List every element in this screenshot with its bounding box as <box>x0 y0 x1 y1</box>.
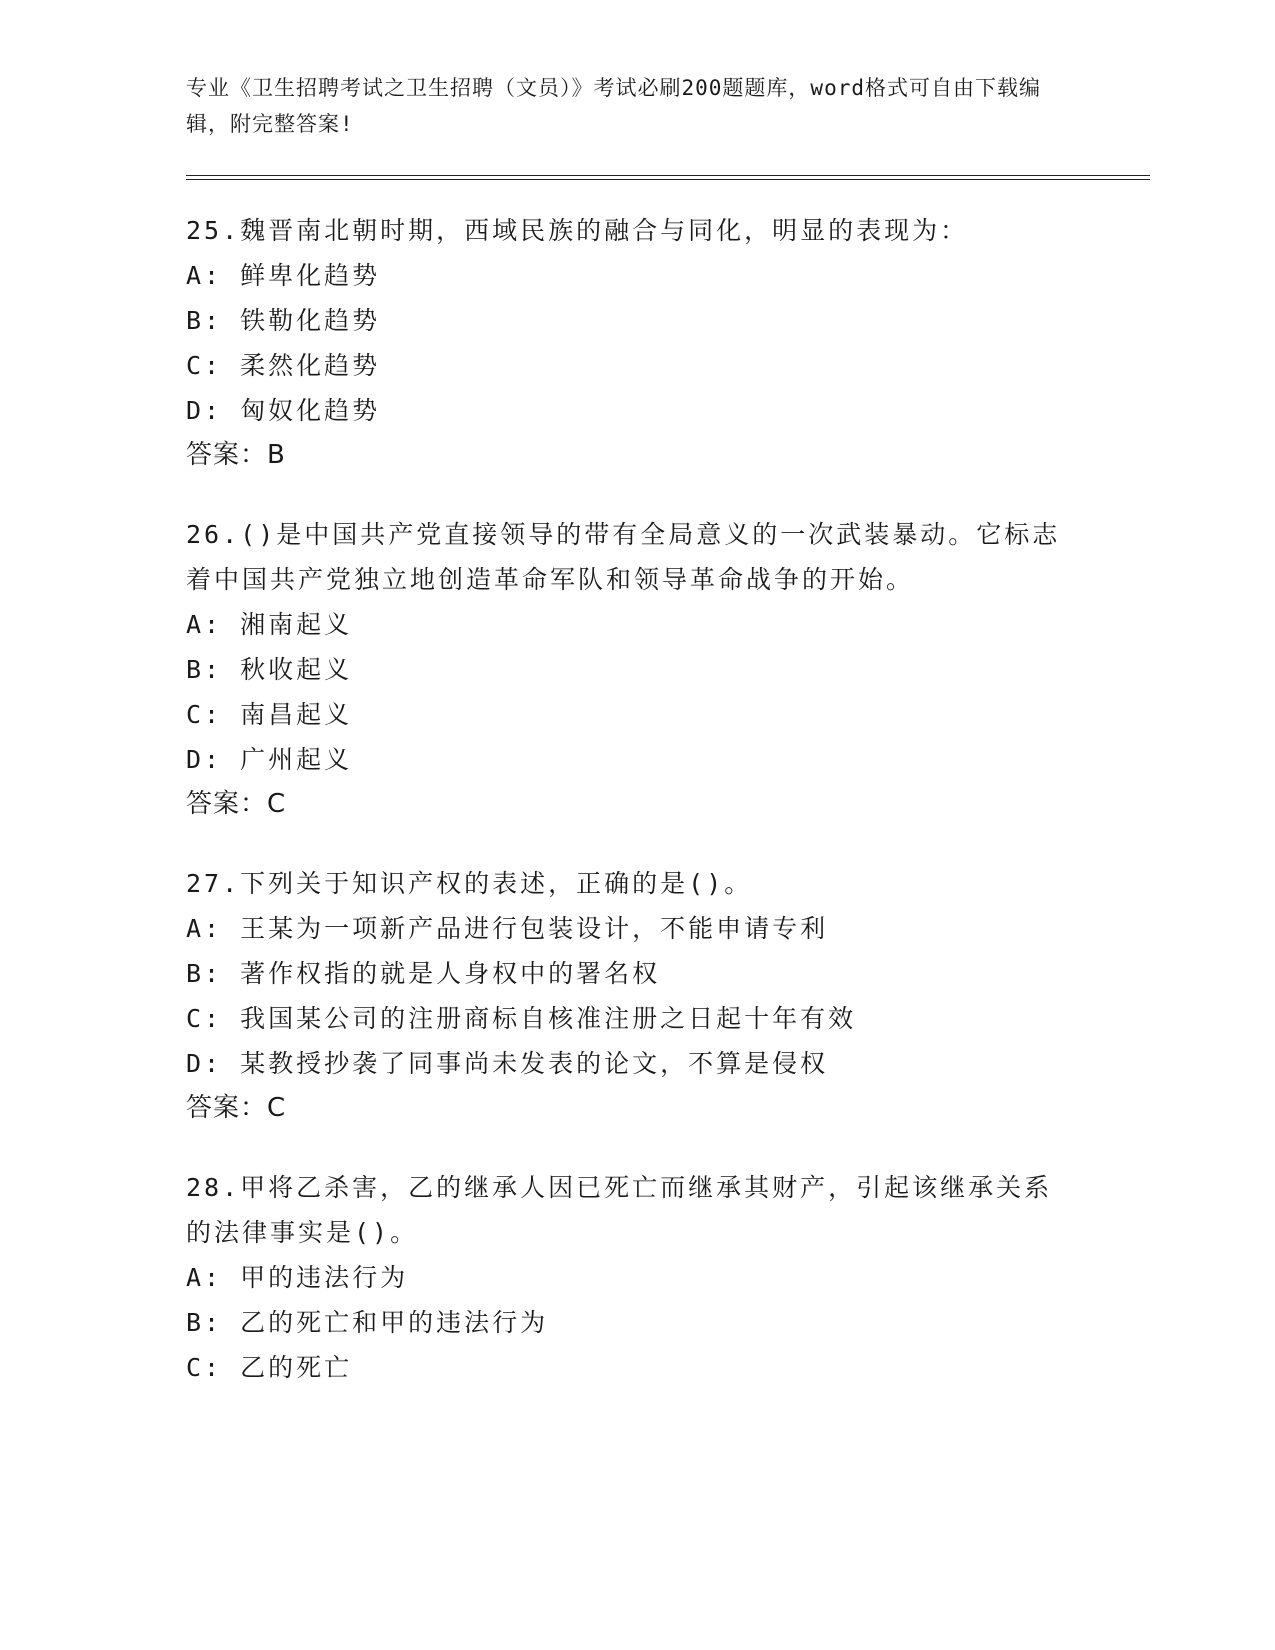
option-d: D: 广州起义 <box>186 745 353 774</box>
question-27 <box>186 861 1150 1131</box>
answer: 答案：B <box>186 440 286 470</box>
option-c: C: 乙的死亡 <box>186 1353 353 1382</box>
option-c: C: 南昌起义 <box>186 700 353 729</box>
question-text: 26.()是中国共产党直接领导的带有全局意义的一次武装暴动。它标志着中国共产党独立地创造革命军队和领导革命战争的开始。 <box>186 520 1061 594</box>
answer: 答案：C <box>186 1093 287 1123</box>
option-d: D: 匈奴化趋势 <box>186 396 381 425</box>
option-b: B: 秋收起义 <box>186 655 353 684</box>
question-text: 25.魏晋南北朝时期，西域民族的融合与同化，明显的表现为： <box>186 216 969 245</box>
question-list <box>186 208 1150 1390</box>
question-26 <box>186 512 1150 827</box>
answer: 答案：C <box>186 789 287 819</box>
header-divider <box>186 175 1150 180</box>
option-d: D: 某教授抄袭了同事尚未发表的论文，不算是侵权 <box>186 1049 829 1078</box>
option-b: B: 著作权指的就是人身权中的署名权 <box>186 959 661 988</box>
option-b: B: 铁勒化趋势 <box>186 306 381 335</box>
option-b: B: 乙的死亡和甲的违法行为 <box>186 1308 549 1337</box>
option-a: A: 湘南起义 <box>186 610 353 639</box>
question-25 <box>186 208 1150 478</box>
option-a: A: 王某为一项新产品进行包装设计，不能申请专利 <box>186 914 829 943</box>
option-c: C: 柔然化趋势 <box>186 351 381 380</box>
question-text: 27.下列关于知识产权的表述，正确的是()。 <box>186 869 753 898</box>
option-c: C: 我国某公司的注册商标自核准注册之日起十年有效 <box>186 1004 857 1033</box>
document-header: 专业《卫生招聘考试之卫生招聘（文员）》考试必刷200题题库，word格式可自由下载编辑，附完整答案! <box>186 76 1041 136</box>
option-a: A: 鲜卑化趋势 <box>186 261 381 290</box>
question-28 <box>186 1165 1150 1390</box>
option-a: A: 甲的违法行为 <box>186 1263 409 1292</box>
document-page <box>186 70 1150 1424</box>
question-text: 28.甲将乙杀害，乙的继承人因已死亡而继承其财产，引起该继承关系的法律事实是()。 <box>186 1173 1053 1247</box>
